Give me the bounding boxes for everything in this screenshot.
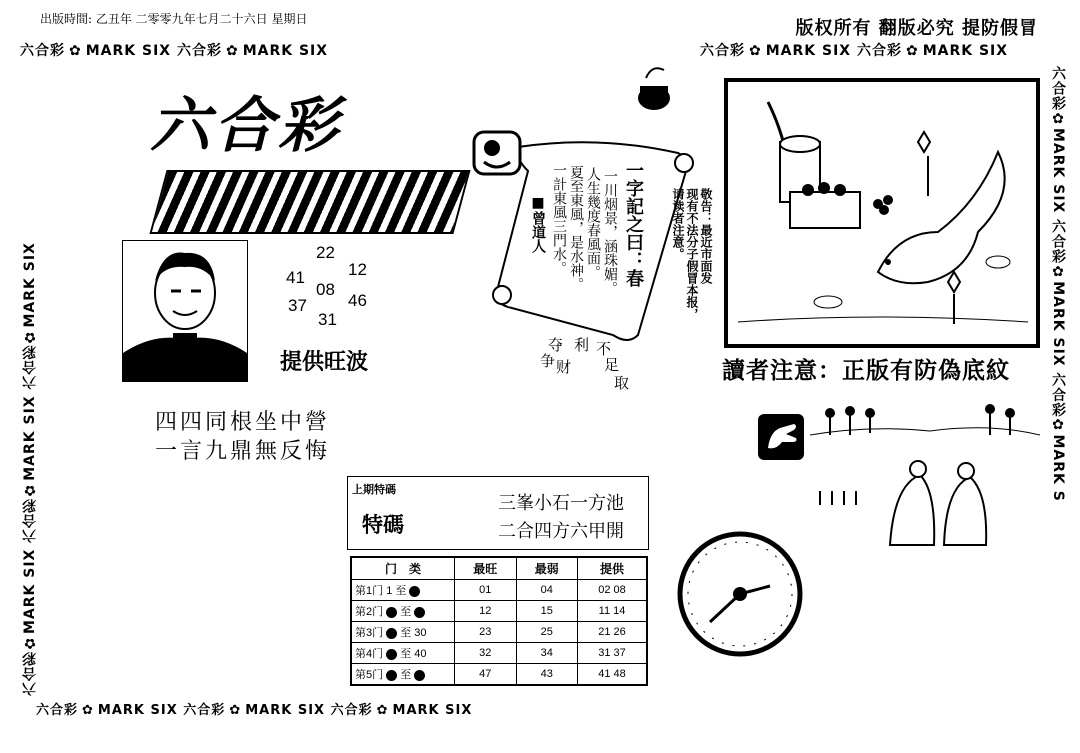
band-mark-text: MARK SIX	[22, 548, 38, 634]
give-cell: 31 37	[578, 643, 648, 664]
band-mark-text: MARK SIX	[765, 43, 852, 59]
table-row	[351, 580, 647, 601]
main-title: 六合彩	[150, 91, 342, 161]
band-lotto-text: 六合彩	[22, 497, 38, 543]
band-lotto-text: 六合彩	[700, 43, 745, 59]
band-lotto-text: 六合彩	[22, 651, 38, 696]
door-to: 至 40	[400, 648, 427, 660]
band-lotto-text: 六合彩	[20, 43, 65, 59]
door-to: 至	[400, 669, 412, 681]
scatter-char: 不	[596, 340, 612, 358]
give-cell: 02 08	[578, 580, 648, 601]
flower-icon: ✿	[22, 634, 38, 651]
illustration-frame	[724, 78, 1040, 348]
hot-cell: 01	[455, 580, 517, 601]
band-lotto-text: 六合彩	[1050, 66, 1066, 111]
flower-icon: ✿	[1050, 111, 1066, 128]
col-header: 提供	[578, 557, 648, 580]
number-6: 37	[288, 296, 307, 315]
band-lotto-text: 六合彩	[1050, 219, 1066, 265]
band-mark-text: MARK SIX	[1050, 128, 1066, 214]
dot-icon	[386, 607, 397, 618]
door-table	[350, 556, 648, 686]
flower-icon: ✿	[82, 703, 94, 718]
info-line-2: 二合四方六甲開	[498, 521, 624, 542]
cold-cell: 34	[516, 643, 578, 664]
band-lotto-text: 六合彩	[22, 344, 38, 390]
scroll-heading: 一字記之曰：春	[623, 161, 644, 287]
number-4: 08	[316, 280, 335, 299]
door-from: 1	[386, 585, 393, 597]
provider-label: 提供旺波	[280, 350, 369, 375]
door-cell	[351, 601, 455, 622]
table-row	[351, 664, 647, 686]
band-mark-text: MARK S	[1050, 434, 1066, 502]
verse-line-2: 一言九鼎無反悔	[155, 439, 331, 464]
table-row	[351, 622, 647, 643]
door-label: 第1门	[355, 585, 384, 597]
cold-cell: 43	[516, 664, 578, 686]
number-5: 46	[348, 291, 367, 310]
warning-line-2: 现有不法分子假冒本报，	[685, 188, 699, 320]
reader-notice: 讀者注意：正版有防偽底紋	[722, 358, 1010, 384]
scatter-char: 争	[540, 352, 556, 370]
dot-icon	[414, 607, 425, 618]
band-mark-text: MARK SIX	[22, 395, 38, 481]
squirrel-illustration	[728, 82, 1036, 344]
flower-icon: ✿	[1050, 417, 1066, 435]
scatter-char: 取	[614, 374, 630, 392]
flower-icon: ✿	[69, 43, 82, 59]
band-lotto-text: 六合彩	[183, 703, 226, 718]
table-header-row	[351, 557, 647, 580]
door-cell	[351, 643, 455, 664]
info-box	[347, 476, 649, 550]
scatter-char: 足	[604, 356, 620, 374]
flower-icon: ✿	[376, 703, 389, 718]
stylized-logo	[149, 170, 470, 234]
flower-icon: ✿	[22, 480, 38, 498]
give-cell: 11 14	[578, 601, 648, 622]
top-band-right	[700, 40, 1040, 60]
door-cell	[351, 664, 455, 686]
band-mark-text: MARK SIX	[1050, 281, 1066, 367]
scroll-line-2: 人生幾度春風面。	[585, 167, 601, 279]
top-band-left	[20, 40, 420, 60]
door-label: 第3门	[355, 627, 384, 639]
portrait-image	[122, 240, 248, 382]
door-to: 至	[395, 585, 407, 597]
publish-date: 出版時間: 乙丑年 二零零九年七月二十六日 星期日	[40, 12, 308, 26]
band-lotto-text: 六合彩	[176, 43, 222, 59]
band-mark-text: MARK SIX	[245, 703, 326, 718]
band-mark-text: MARK SIX	[97, 703, 178, 718]
right-band	[1046, 66, 1070, 706]
dot-icon	[414, 670, 425, 681]
band-mark-text: MARK SIX	[392, 703, 473, 718]
door-label: 第5门	[355, 669, 384, 681]
col-header: 最旺	[455, 557, 517, 580]
flower-icon: ✿	[905, 43, 919, 59]
flower-icon: ✿	[225, 43, 239, 59]
number-1: 22	[316, 243, 335, 262]
band-lotto-text: 六合彩	[1050, 372, 1066, 418]
flower-icon: ✿	[1050, 264, 1066, 282]
cold-cell: 15	[516, 601, 578, 622]
door-to: 至 30	[400, 627, 427, 639]
dot-icon	[386, 649, 397, 660]
table-row	[351, 643, 647, 664]
scatter-char: 财	[556, 358, 572, 376]
hot-cell: 23	[455, 622, 517, 643]
scroll-line-3: 夏至東風，是水神。	[568, 165, 584, 291]
cold-cell: 25	[516, 622, 578, 643]
hot-cell: 47	[455, 664, 517, 686]
number-2: 12	[348, 260, 367, 279]
scatter-char: 夺	[548, 336, 564, 354]
band-lotto-text: 六合彩	[330, 703, 373, 718]
warning-line-3: 请读者注意。	[671, 188, 685, 260]
flower-icon: ✿	[749, 43, 762, 59]
band-mark-text: MARK SIX	[85, 43, 172, 59]
warning-line-1: 敬告：最近市面发	[699, 188, 713, 284]
band-mark-text: MARK SIX	[22, 242, 38, 328]
clock-icon	[676, 530, 804, 658]
copyright-notice: 版权所有 翻版必究 提防假冒	[795, 18, 1038, 39]
give-cell: 21 26	[578, 622, 648, 643]
cook-icon	[470, 128, 524, 178]
band-mark-text: MARK SIX	[242, 43, 329, 59]
scroll-line-4: 一計東風三門水。	[551, 163, 567, 275]
scholars-illustration	[810, 395, 1040, 555]
door-label: 第2门	[355, 606, 384, 618]
hot-cell: 12	[455, 601, 517, 622]
verse-line-1: 四四同根坐中營	[155, 410, 331, 435]
give-cell: 41 48	[578, 664, 648, 686]
cold-cell: 04	[516, 580, 578, 601]
door-to: 至	[400, 606, 412, 618]
door-label: 第4门	[355, 648, 384, 660]
prev-label: 上期特碼	[352, 483, 396, 496]
bottom-band	[36, 699, 676, 718]
band-lotto-text: 六合彩	[36, 703, 79, 718]
info-line-1: 三峯小石一方池	[498, 493, 624, 514]
dot-icon	[386, 670, 397, 681]
scroll-signature: ■曾道人	[530, 195, 546, 253]
col-header: 门 类	[351, 557, 455, 580]
number-3: 41	[286, 268, 305, 287]
special-label: 特碼	[362, 513, 404, 537]
door-cell	[351, 622, 455, 643]
dot-icon	[386, 628, 397, 639]
band-lotto-text: 六合彩	[856, 43, 902, 59]
col-header: 最弱	[516, 557, 578, 580]
dot-icon	[409, 586, 420, 597]
scatter-char: 利	[574, 336, 590, 354]
left-band	[18, 66, 42, 696]
flower-icon: ✿	[229, 703, 242, 718]
door-cell	[351, 580, 455, 601]
flower-icon: ✿	[22, 327, 38, 345]
table-row	[351, 601, 647, 622]
scroll-line-1: 一川烟景，涵珠媚。	[602, 169, 618, 295]
hand-icon	[756, 412, 806, 462]
hot-cell: 32	[455, 643, 517, 664]
cauldron-icon	[634, 64, 678, 114]
number-7: 31	[318, 310, 337, 329]
band-mark-text: MARK SIX	[922, 43, 1009, 59]
